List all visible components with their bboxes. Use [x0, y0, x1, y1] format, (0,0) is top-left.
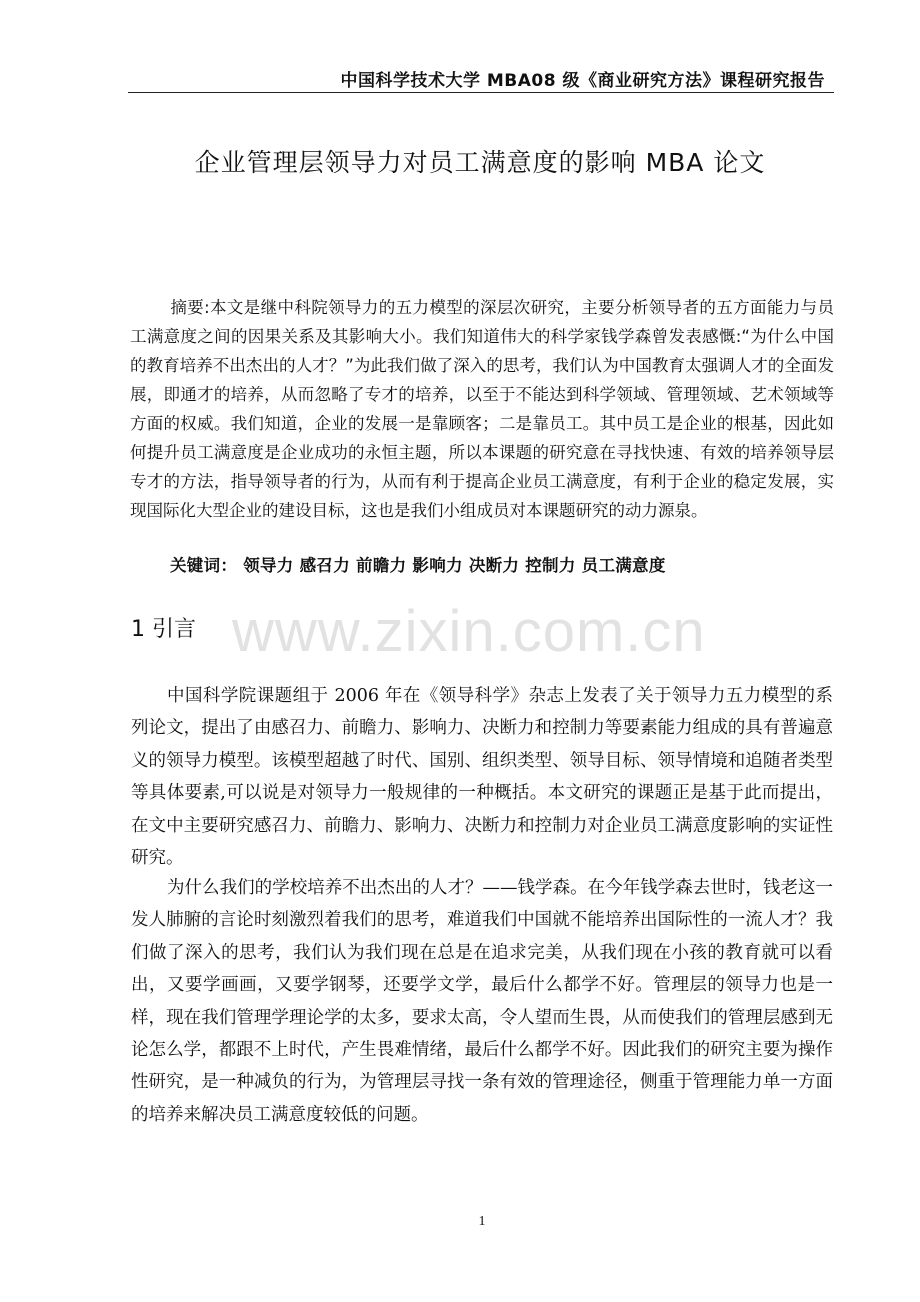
keywords-label: 关键词：	[170, 556, 238, 575]
header-rule	[128, 92, 834, 93]
abstract	[130, 293, 834, 525]
body-paragraph: 为什么我们的学校培养不出杰出的人才？——钱学森。在今年钱学森去世时，钱老这一发人肺腑的言论时刻激烈着我们的思考，难道我们中国就不能培养出国际性的一流人才？我们做了深入的思考，我们认为我们现在总是在追求完美，从我们现在小孩的教育就可以看出，又要学画画，又要学钢琴，还要学文学，最后什么都学不好。管理层的领导力也是一样，现在我们管理学理论学的太多，要求太高，令人望而生畏，从而使我们的管理层感到无论怎么学，都跟不上时代，产生畏难情绪，最后什么都学不好。因此我们的研究主要为操作性研究，是一种减负的行为，为管理层寻找一条有效的管理途径，侧重于管理能力单一方面的培养来解决员工满意度较低的问题。	[131, 878, 833, 1125]
running-header: 中国科学技术大学 MBA08 级《商业研究方法》课程研究报告	[340, 71, 825, 91]
document-title: 企业管理层领导力对员工满意度的影响 MBA 论文	[194, 148, 766, 177]
abstract-body: :本文是继中科院领导力的五力模型的深层次研究，主要分析领导者的五方面能力与员工满意度之间的因果关系及其影响大小。我们知道伟大的科学家钱学森曾发表感慨:“为什么中国的教育培养不出杰出的人才？”为此我们做了深入的思考，我们认为中国教育太强调人才的全面发展，即通才的培养，从而忽略了专才的培养，以至于不能达到科学领域、管理领域、艺术领域等方面的权威。我们知道，企业的发展一是靠顾客；二是靠员工。其中员工是企业的根基，因此如何提升员工满意度是企业成功的永恒主题，所以本课题的研究意在寻找快速、有效的培养领导层专才的方法，指导领导者的行为，从而有利于提高企业员工满意度，有利于企业的稳定发展，实现国际化大型企业的建设目标，这也是我们小组成员对本课题研究的动力源泉。	[130, 298, 835, 520]
keyword-item: 感召力	[299, 556, 351, 575]
watermark: www.zixin.com.cn	[232, 599, 706, 664]
keyword-item: 领导力	[243, 556, 294, 575]
keyword-item: 员工满意度	[581, 556, 666, 575]
page-number: 1	[478, 1214, 486, 1229]
keyword-item: 影响力	[412, 556, 463, 575]
abstract-label: 摘要	[170, 298, 205, 317]
body-paragraph: 中国科学院课题组于 2006 年在《领导科学》杂志上发表了关于领导力五力模型的系列论文，提出了由感召力、前瞻力、影响力、决断力和控制力等要素能力组成的具有普遍意义的领导力模型。该模型超越了时代、国别、组织类型、领导目标、领导情境和追随者类型等具体要素,可以说是对领导力一般规律的一种概括。本文研究的课题正是基于此而提出，在文中主要研究感召力、前瞻力、影响力、决断力和控制力对企业员工满意度影响的实证性研究。	[131, 686, 833, 869]
keyword-item: 控制力	[525, 556, 576, 575]
keyword-item: 前瞻力	[356, 556, 407, 575]
keyword-item: 决断力	[468, 556, 520, 575]
keywords	[170, 552, 850, 576]
section-heading: 1 引言	[131, 617, 196, 642]
